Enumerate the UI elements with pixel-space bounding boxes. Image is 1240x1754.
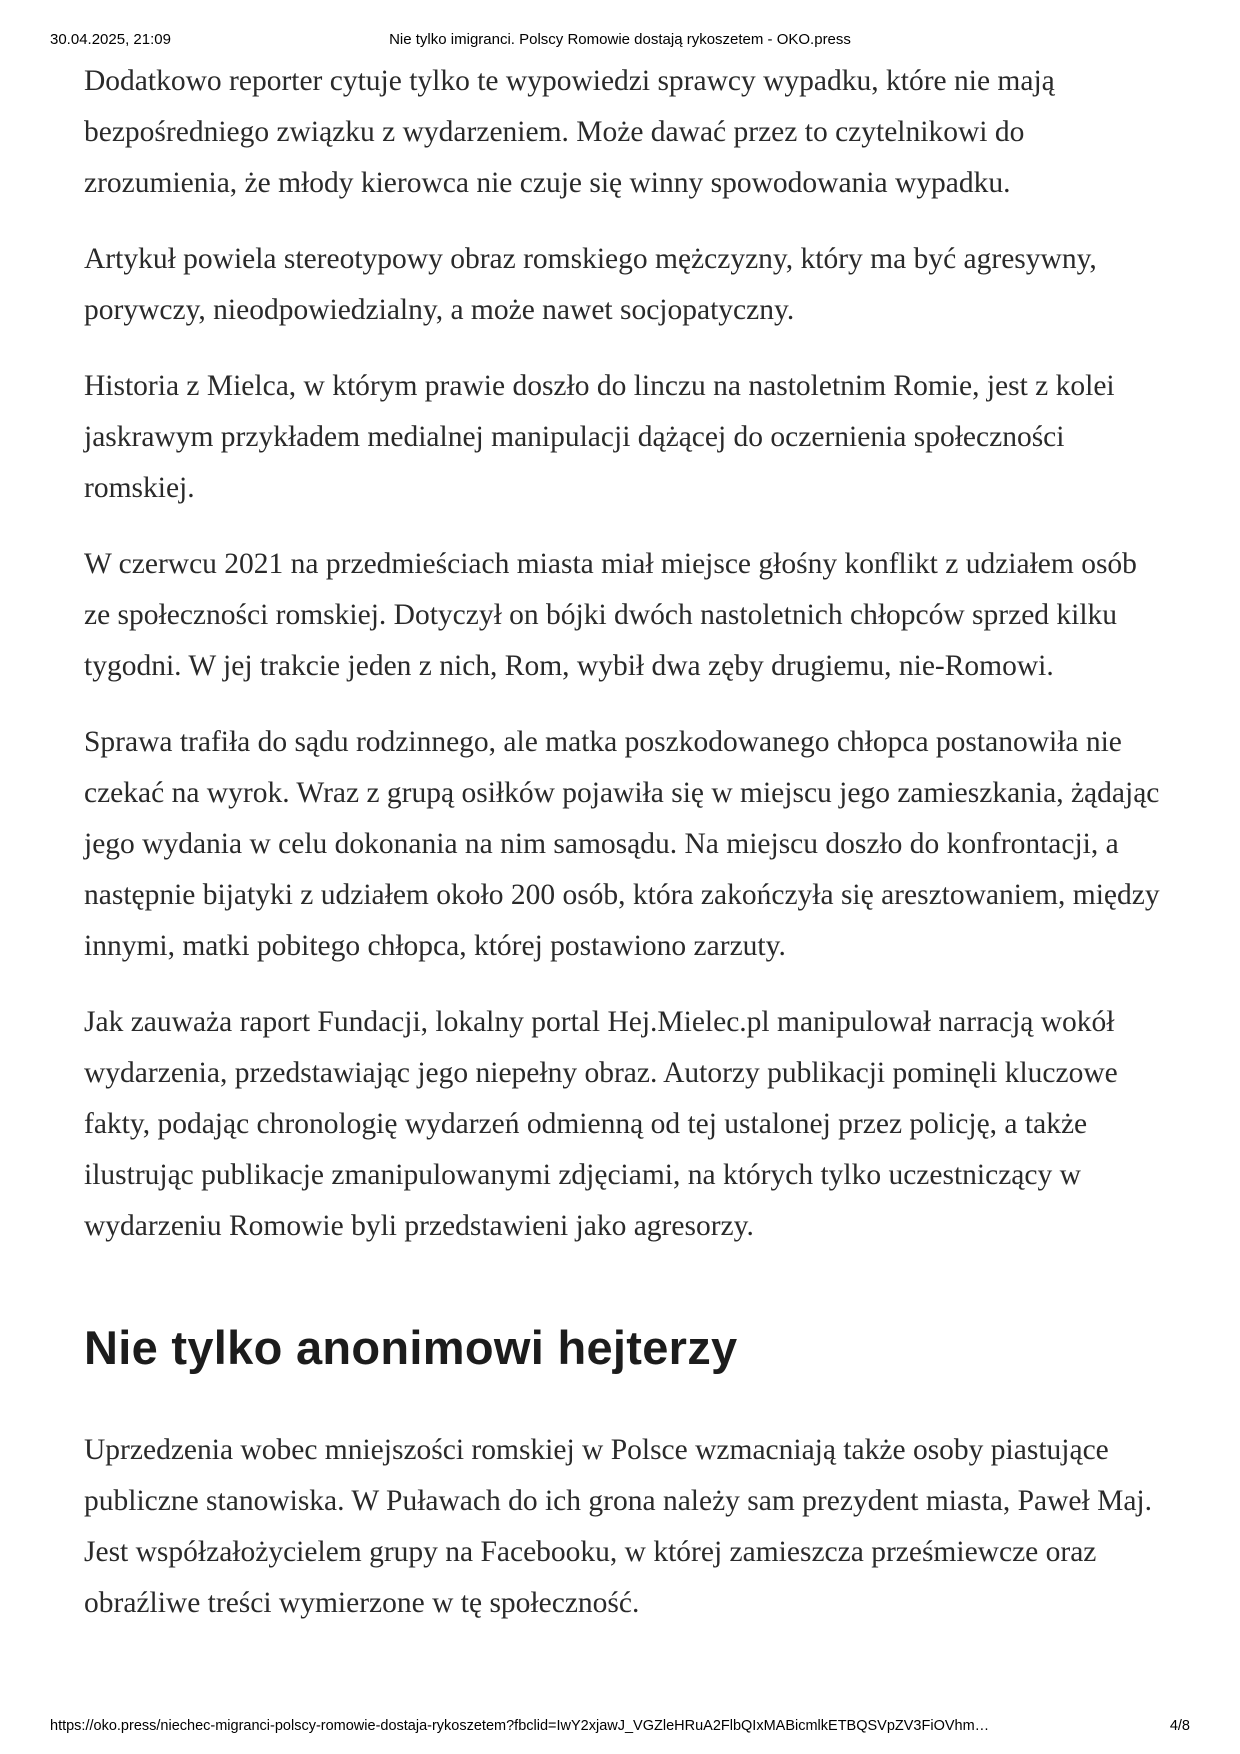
article-paragraph: Historia z Mielca, w którym prawie doszło do linczu na nastoletnim Romie, jest z kolei jaskrawym przykładem medialnej manipulacji dążącej do oczernienia społeczności romskiej. <box>84 370 1115 504</box>
article-paragraph: Dodatkowo reporter cytuje tylko te wypowiedzi sprawcy wypadku, które nie mają bezpośredniego związku z wydarzeniem. Może dawać przez to czytelnikowi do zrozumienia, że młody kierowca nie czuje się winny spowodowania wypadku. <box>84 65 1055 199</box>
article-paragraph: Sprawa trafiła do sądu rodzinnego, ale matka poszkodowanego chłopca postanowiła nie czekać na wyrok. Wraz z grupą osiłków pojawiła się w miejscu jego zamieszkania, żądając jego wydania w celu dokonania na nim samosądu. Na miejscu doszło do konfrontacji, a następnie bijatyki z udziałem około 200 osób, która zakończyła się aresztowaniem, między innymi, matki pobitego chłopca, której postawiono zarzuty. <box>84 726 1160 962</box>
article-body <box>84 56 1164 1654</box>
print-url: https://oko.press/niechec-migranci-polscy-romowie-dostaja-rykoszetem?fbclid=IwY2xjawJ_VGZleHRuA2FlbQIxMABicmlkETBQSVpZV3FiOVhm… <box>50 1718 990 1734</box>
print-header <box>50 31 1190 53</box>
article-paragraph: W czerwcu 2021 na przedmieściach miasta miał miejsce głośny konflikt z udziałem osób ze społeczności romskiej. Dotyczył on bójki dwóch nastoletnich chłopców sprzed kilku tygodni. W jej trakcie jeden z nich, Rom, wybił dwa zęby drugiemu, nie-Romowi. <box>84 548 1137 682</box>
print-page-title: Nie tylko imigranci. Polscy Romowie dostają rykoszetem - OKO.press <box>389 31 851 48</box>
page-number: 4/8 <box>1169 1718 1190 1734</box>
article-paragraph: Jak zauważa raport Fundacji, lokalny portal Hej.Mielec.pl manipulował narracją wokół wydarzenia, przedstawiając jego niepełny obraz. Autorzy publikacji pominęli kluczowe fakty, podając chronologię wydarzeń odmienną od tej ustalonej przez policję, a także ilustrując publikacje zmanipulowanymi zdjęciami, na których tylko uczestniczący w wydarzeniu Romowie byli przedstawieni jako agresorzy. <box>84 1006 1118 1242</box>
article-paragraph: Uprzedzenia wobec mniejszości romskiej w Polsce wzmacniają także osoby piastujące publiczne stanowiska. W Puławach do ich grona należy sam prezydent miasta, Paweł Maj. Jest współzałożycielem grupy na Facebooku, w której zamieszcza prześmiewcze oraz obraźliwe treści wymierzone w tę społeczność. <box>84 1434 1152 1619</box>
print-date: 30.04.2025, 21:09 <box>50 31 171 48</box>
article-paragraph: Artykuł powiela stereotypowy obraz romskiego mężczyzny, który ma być agresywny, porywczy, nieodpowiedzialny, a może nawet socjopatyczny. <box>84 243 1097 326</box>
print-footer <box>50 1718 1190 1740</box>
section-heading: Nie tylko anonimowi hejterzy <box>84 1321 738 1374</box>
